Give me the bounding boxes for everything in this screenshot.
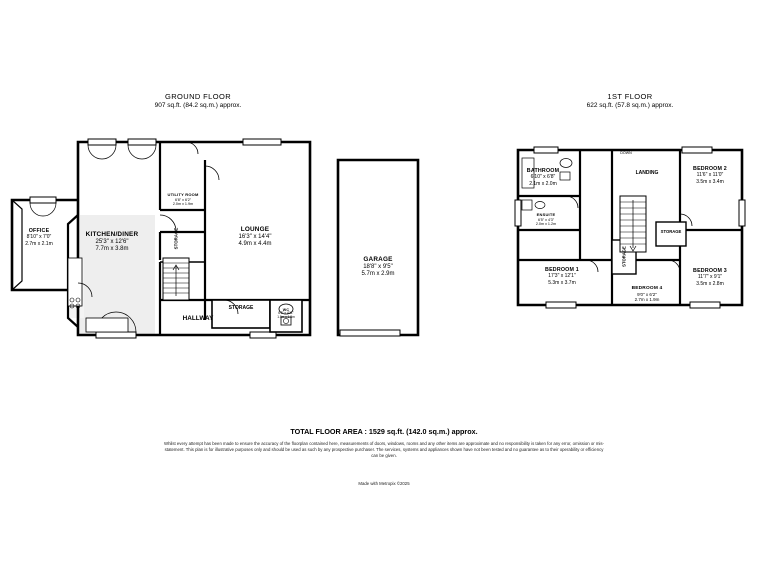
room-label-office <box>8 228 70 247</box>
room-name: STORAGE <box>660 229 682 234</box>
room-dim-imperial: 11'6" x 11'0" <box>696 172 724 179</box>
room-name: BEDROOM 1 <box>545 267 579 273</box>
room-label-ensuite <box>518 213 574 227</box>
room-name: LOUNGE <box>240 226 270 233</box>
room-dim-metric: 2.1m x 2.0m <box>529 180 557 187</box>
disclaimer-text: Whilst every attempt has been made to ensure the accuracy of the floorplan contained here, measurements of doors, windows, rooms and any other items are approximate and no responsibility is taken for any error, omission or mis-statement. This plan is for illustrative purposes only and should be used as such by any prospective purchaser. The services, systems and appliances shown have not been tested and no guarantee as to their operability or efficiency can be given. <box>164 441 604 459</box>
room-dim-imperial: 9'0" x 6'2" <box>637 291 657 297</box>
room-label-landing <box>614 170 680 176</box>
room-label-storage-ground-2 <box>218 305 264 311</box>
room-name: STORAGE <box>173 227 179 250</box>
room-dim-imperial: 25'3" x 12'6" <box>95 238 129 245</box>
room-dim-metric: 5.7m x 2.9m <box>361 271 395 278</box>
room-label-storage-first-1 <box>654 229 688 234</box>
room-dim-metric: 2.7m x 2.1m <box>25 240 53 247</box>
made-with-label: Made with Metropix ©2025 <box>358 481 410 486</box>
room-name: BEDROOM 3 <box>693 268 727 274</box>
room-dim-imperial: 8'10" x 7'0" <box>26 234 52 241</box>
room-label-garage <box>338 256 418 278</box>
room-dim-metric: 5.3m x 3.7m <box>548 279 576 286</box>
room-name: DOWN <box>620 151 632 155</box>
room-name: BEDROOM 4 <box>631 286 663 291</box>
room-label-utility-room <box>155 193 211 207</box>
room-dim-metric: 7.7m x 3.8m <box>95 246 129 253</box>
room-name: STORAGE <box>621 246 627 267</box>
room-name: BATHROOM <box>526 168 560 174</box>
first-floor-title: 1ST FLOOR <box>607 92 653 101</box>
first-floor-area: 622 sq.ft. (57.8 sq.m.) approx. <box>586 102 674 109</box>
room-dim-imperial: 16'3" x 14'4" <box>238 233 272 240</box>
room-name: KITCHEN/DINER <box>85 231 139 238</box>
room-label-bathroom <box>512 168 574 187</box>
room-label-bedroom-4 <box>614 286 680 303</box>
room-label-storage-first-2 <box>622 233 627 281</box>
room-dim-metric: 3.5m x 3.4m <box>696 178 724 185</box>
room-name: STORAGE <box>228 305 254 311</box>
room-name: ENSUITE <box>536 212 556 217</box>
room-label-hallway <box>170 315 226 322</box>
room-name: GARAGE <box>363 256 393 263</box>
stairs-down-label <box>608 151 644 155</box>
room-name: HALLWAY <box>182 315 214 322</box>
room-dim-metric: 2.0m x 1.9m <box>172 202 194 207</box>
room-dim-imperial: 6'10" x 6'8" <box>530 174 556 181</box>
room-label-wc <box>268 308 304 320</box>
room-dim-metric: 3.5m x 2.8m <box>696 280 724 287</box>
room-label-storage-ground-1 <box>174 213 179 265</box>
room-dim-imperial: 17'3" x 12'1" <box>548 273 576 280</box>
ground-floor-title: GROUND FLOOR <box>164 92 232 101</box>
room-name: LANDING <box>635 170 659 176</box>
room-dim-imperial: 18'8" x 9'5" <box>363 263 393 270</box>
room-label-lounge <box>210 226 300 248</box>
room-dim-imperial: 6'8" x 6'2" <box>174 197 192 202</box>
room-name: OFFICE <box>28 228 50 234</box>
ground-floor-area: 907 sq.ft. (84.2 sq.m.) approx. <box>154 102 242 109</box>
room-dim-metric: 2.7m x 1.9m <box>634 297 660 303</box>
room-name: BEDROOM 2 <box>693 166 727 172</box>
room-name: UTILITY ROOM <box>167 192 199 197</box>
room-dim-imperial: 6'5" x 4'3" <box>537 217 555 222</box>
room-dim-metric: 4.9m x 4.4m <box>238 241 272 248</box>
room-dim-imperial: 11'7" x 9'1" <box>697 274 723 281</box>
room-name: WC <box>282 308 290 312</box>
room-label-bedroom-2 <box>676 166 744 185</box>
room-label-bedroom-3 <box>676 268 744 287</box>
room-dim-metric: 1.9m x 1.5m <box>277 315 295 320</box>
room-dim-metric: 2.0m x 1.2m <box>535 222 557 227</box>
room-label-bedroom-1 <box>522 267 602 286</box>
total-floor-area: TOTAL FLOOR AREA : 1529 sq.ft. (142.0 sq.m.) approx. <box>290 427 478 436</box>
room-dim-imperial: 6'2" x 4'11" <box>278 311 294 316</box>
room-label-kitchen-diner <box>62 231 162 253</box>
